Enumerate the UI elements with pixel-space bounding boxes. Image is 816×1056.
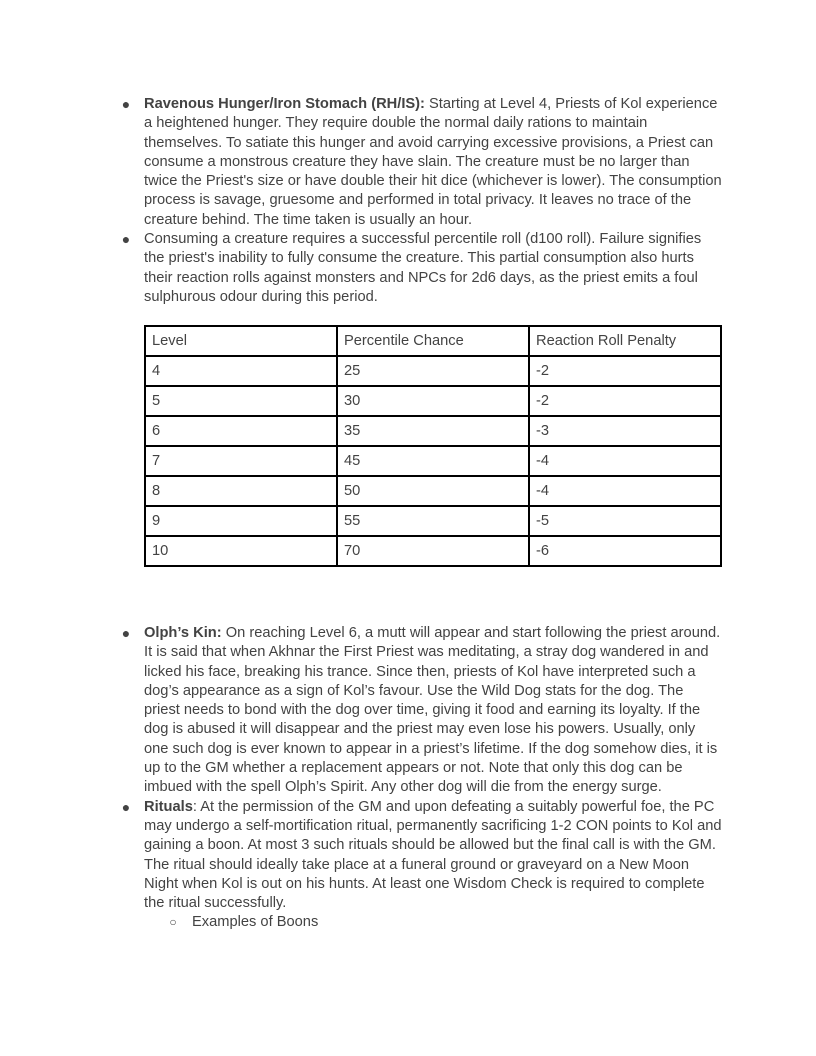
list-item-ravenous-hunger [121,95,722,230]
list-item-rituals [121,798,722,933]
cell-penalty: -3 [529,416,721,446]
bullet-icon: ● [121,798,131,815]
cell-percentile: 35 [337,416,529,446]
item-title: Ravenous Hunger/Iron Stomach (RH/IS): [144,96,425,112]
cell-percentile: 30 [337,386,529,416]
cell-percentile: 70 [337,536,529,566]
cell-level: 8 [145,476,337,506]
cell-percentile: 25 [337,356,529,386]
bullet-icon: ● [121,625,131,641]
cell-level: 4 [145,356,337,386]
table-row [145,356,721,386]
cell-level: 9 [145,506,337,536]
bullet-icon: ● [121,96,131,112]
cell-percentile: 50 [337,476,529,506]
cell-level: 5 [145,386,337,416]
cell-level: 6 [145,416,337,446]
header-reaction-roll-penalty: Reaction Roll Penalty [529,326,721,356]
item-text: : At the permission of the GM and upon defeating a suitably powerful foe, the PC may undergo a self-mortification ritual, permanently sacrificing 1-2 CON points to Kol and gaining a boon. At most 3 such rituals should be allowed but the final call is with the GM. The ritual should ideally take place at a funeral ground or graveyard on a New Moon Night when Kol is out on his hunts. At least one Wisdom Check is required to complete the ritual successfully. [144,798,722,912]
table-row [145,536,721,566]
level-table [144,325,722,567]
item-text: Consuming a creature requires a successful percentile roll (d100 roll). Failure signifies the priest's inability to fully consume the creature. This partial consumption also hurts their reaction rolls against monsters and NPCs for 2d6 days, as the priest emits a foul sulphurous odour during this period. [144,231,702,305]
bullet-list-consumption [121,95,722,307]
cell-level: 7 [145,446,337,476]
circle-bullet-icon: ○ [169,915,177,930]
cell-level: 10 [145,536,337,566]
list-item-consuming-creature [121,230,722,307]
item-text: Starting at Level 4, Priests of Kol experience a heightened hunger. They require double the normal daily rations to maintain themselves. To satiate this hunger and avoid carrying excessive provisions, a Priest can consume a monstrous creature they have slain. The creature must be no larger than twice the Priest's size or have double their hit dice (whichever is lower). The consumption process is savage, gruesome and performed in total privacy. It leaves no trace of the creature behind. The time taken is usually an hour. [144,96,722,228]
table-row [145,506,721,536]
item-title: Olph’s Kin: [144,625,222,641]
table-row [145,446,721,476]
sub-list-boons [169,913,770,932]
sub-list-item-examples-of-boons [169,913,770,932]
cell-penalty: -2 [529,356,721,386]
bullet-icon: ● [121,231,131,248]
cell-percentile: 55 [337,506,529,536]
cell-percentile: 45 [337,446,529,476]
item-text: On reaching Level 6, a mutt will appear and start following the priest around. It is said that when Akhnar the First Priest was meditating, a stray dog wandered in and licked his face, breaking his trance. Since then, priests of Kol have interpreted such a dog’s appearance as a sign of Kol’s favour. Use the Wild Dog stats for the dog. The priest needs to bond with the dog over time, giving it food and earning its loyalty. If the dog is abused it will disappear and the priest may even lose his powers. Usually, only one such dog is ever known to appear in a priest’s lifetime. If the dog somehow dies, it is up to the GM whether a replacement appears or not. Note that only this dog can be imbued with the spell Olph’s Spirit. Any other dog will die from the energy surge. [144,625,721,796]
cell-penalty: -4 [529,476,721,506]
table-header-row [145,326,721,356]
table-row [145,476,721,506]
cell-penalty: -4 [529,446,721,476]
cell-penalty: -6 [529,536,721,566]
sub-item-text: Examples of Boons [192,914,319,931]
bullet-list-abilities [121,624,722,933]
cell-penalty: -2 [529,386,721,416]
table-row [145,386,721,416]
item-title: Rituals [144,798,193,815]
table-row [145,416,721,446]
header-percentile-chance: Percentile Chance [337,326,529,356]
cell-penalty: -5 [529,506,721,536]
list-item-olphs-kin [121,624,722,798]
header-level: Level [145,326,337,356]
